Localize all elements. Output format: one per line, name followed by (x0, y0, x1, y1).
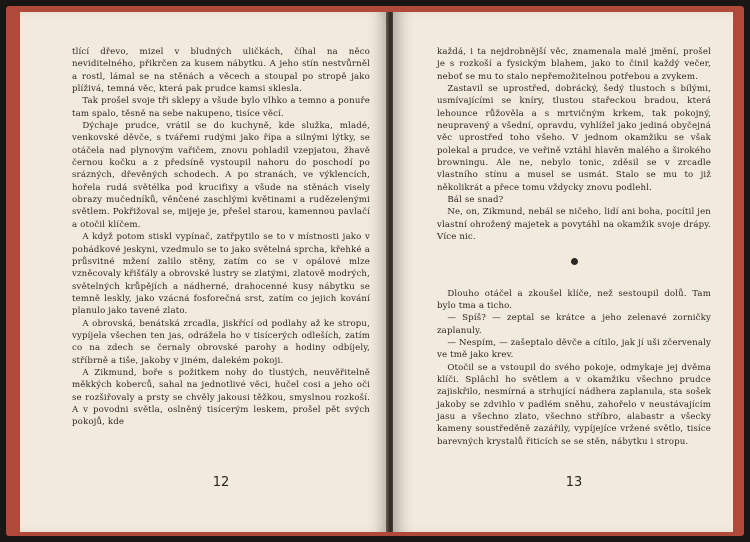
page-number: 13 (565, 475, 583, 490)
paragraph: Ne, on, Zikmund, nebál se ničeho, lidí ani boha, pocítil jen vlastní ohrožený majetek a povytáhl na okamžik svoje drápy. Více nic. (437, 207, 711, 243)
paragraph: Otočil se a vstoupil do svého pokoje, odmykaje jej dvěma klíči. Splâchl ho světlem a v okamžiku všechno prudce zajiskřilo, nesmírná a strhující nádhera zaplanula, sta sošek jakoby se zdvihlo v padlém sněhu, zahořelo v neustávajícím jasu a všechno zlato, všechno stříbro, alabastr a všecky kameny soustředěně zazářily, vypíjejíce vržené světlo, tisíce barevných krystalů řiticích se se stěn, nábytku i stropu. (437, 362, 711, 447)
left-page (20, 12, 388, 532)
page-number: 12 (212, 475, 230, 490)
paragraph: A obrovská, benátská zrcadla, jiskřící od podlahy až ke stropu, vypíjela všechen ten jas, odrážela ho v tisícerých odleších, zatím co na zdech se černaly obrovské parohy a hodiny odbíjely, stříbrně a tiše, jakoby v jiném, dalekém pokoji. (72, 318, 370, 366)
paragraph: Bál se snad? (447, 195, 504, 206)
right-page (393, 12, 733, 532)
paragraph: tlící dřevo, mizel v bludných uličkách, číhal na něco neviditelného, přikrčen za kusem nábytku. A jeho stín nestvůrněl a rostl, lámal se na stěnách a věcech a stoupal po stropě jako plíživá, temná věc, která pak prudce kamsi sklesla. (72, 47, 370, 95)
right-page-text (437, 46, 711, 448)
paragraph: Tak prošel svoje tři sklepy a všude bylo vlhko a temno a ponuře tam spalo, těsně na sebe nakupeno, tisíce věcí. (72, 96, 370, 119)
paragraph: Dlouho otáčel a zkoušel klíče, než sestoupil dolů. Tam bylo tma a ticho. (437, 288, 711, 311)
bullet-separator-icon (571, 258, 578, 265)
paragraph: A Zikmund, boře s požitkem nohy do tlustých, neuvěřitelně měkkých koberců, sahal na jednotlivé věci, hučel cosi a jeho oči se rozšiřovaly a prsty se chvěly jakousi těžkou, smyslnou rozkoší. A v povodni světla, oslněný tisícerým leskem, prošel pět svých pokojů, kde (72, 367, 370, 428)
section-separator (437, 258, 711, 268)
paragraph: — Spíš? — zeptal se krátce a jeho zelenavé zorničky zaplanuly. (437, 313, 711, 336)
paragraph: každá, i ta nejdrobnější věc, znamenala malé jmění, prošel je s rozkoší a fysickým blahem, jako to činil každý večer, neboť se mu to stalo nepřemožitelnou potřebou a zvykem. (437, 47, 711, 82)
paragraph: — Nespím, — zašeptalo děvče a cítilo, jak jí uši zčervenaly ve tmě jako krev. (437, 337, 711, 361)
paragraph: Dýchaje prudce, vrátil se do kuchyně, kde služka, mladé, venkovské děvče, s tvářemi rudými jako řípa a silnými lýtky, se otáčela nad plynovým vařičem, znovu pohladil vzepjatou, žhavě černou kočku a z předsíně vystoupil nahoru do poschodí po srázných, dřevěných schodech. A po stranách, ve výklencích, hořela rudá světélka pod krucifixy a všude na stěnách visely obrazy mučedníků, věnčené zaschlými květinami a rudězelenými světlem. Pokřižoval se, mijeje je, přešel starou, kamennou pavlačí a otočil klíčem. (72, 121, 370, 230)
left-page-text (72, 46, 370, 429)
paragraph: A když potom stiskl vypínač, zatřpytilo se to v místnosti jako v pohádkové jeskyni, vzedmulo se to jako světelná sprcha, křehké a průsvitné mžení zalilo stěny, zatím co se v opálové mlze vzněcovaly křišťály a obrovské lustry se zlatými, zlatově modrých, světelných krůpějích a nádherné, drahocenné kusy nábytku se temně leskly, jako vzácná fosforečná srst, zatím co jejich kování planulo jako tavené zlato. (72, 232, 370, 317)
paragraph: Zastavil se uprostřed, dobrácký, šedý tlustoch s bílými, usmívajícími se kníry, tlustou stařeckou bradou, která lehounce růžověla a s mrtvičným krkem, tak pokojný, neupravený a všední, opravdu, vyhlížel jako jediná obyčejná věc uprostřed toho všeho. V jednom okamžiku se však polekal a prudce, ve veřině vztáhl hlavěn malého a širokého browningu. Ale ne, nebylo tonic, zděsil se v zrcadle vlastního stínu a musel se usmát. Stalo se mu to již několikrát a přece tomu vždycky znovu podlehl. (437, 84, 711, 193)
